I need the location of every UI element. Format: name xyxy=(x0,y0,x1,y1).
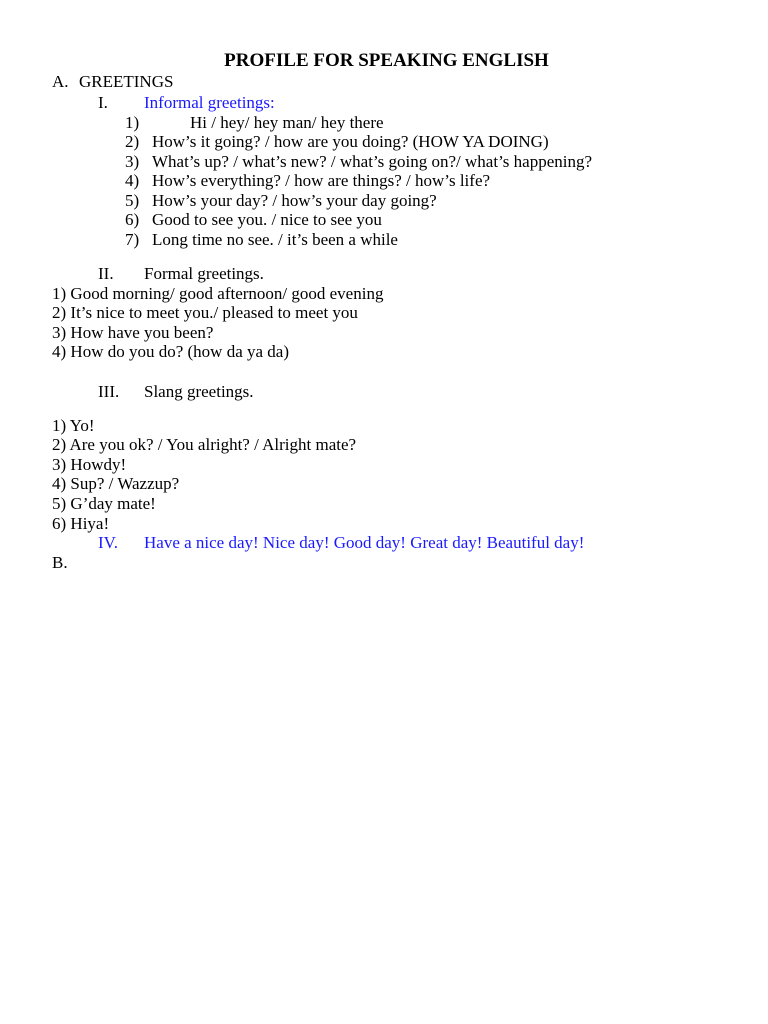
slang-item: 1) Yo! xyxy=(52,416,95,435)
section-a-marker: A. xyxy=(52,72,69,91)
slang-item: 2) Are you ok? / You alright? / Alright mate? xyxy=(52,435,357,454)
informal-marker: I. xyxy=(98,93,108,112)
informal-item-number: 5) xyxy=(125,191,140,210)
informal-item-number: 7) xyxy=(125,230,140,249)
informal-item-text: How’s everything? / how are things? / how’s life? xyxy=(152,171,491,190)
informal-item-number: 4) xyxy=(125,171,140,190)
formal-item: 3) How have you been? xyxy=(52,323,214,342)
slang-item: 6) Hiya! xyxy=(52,514,110,533)
formal-item: 2) It’s nice to meet you./ pleased to meet you xyxy=(52,303,358,322)
formal-item: 1) Good morning/ good afternoon/ good evening xyxy=(52,284,384,303)
slang-item: 5) G’day mate! xyxy=(52,494,156,513)
slang-marker: III. xyxy=(98,382,120,401)
slang-item: 4) Sup? / Wazzup? xyxy=(52,474,180,493)
informal-item-number: 3) xyxy=(125,152,140,171)
informal-heading: Informal greetings: xyxy=(144,93,275,112)
formal-heading: Formal greetings. xyxy=(144,264,264,283)
informal-item-number: 2) xyxy=(125,132,140,151)
slang-heading: Slang greetings. xyxy=(144,382,254,401)
section-b-marker: B. xyxy=(52,553,68,572)
informal-item-text: How’s your day? / how’s your day going? xyxy=(152,191,437,210)
formal-item: 4) How do you do? (how da ya da) xyxy=(52,342,289,361)
farewell-text: Have a nice day! Nice day! Good day! Great day! Beautiful day! xyxy=(144,533,585,552)
informal-item-text: Hi / hey/ hey man/ hey there xyxy=(190,113,384,132)
section-a-heading: GREETINGS xyxy=(79,72,174,91)
informal-item-text: What’s up? / what’s new? / what’s going on?/ what’s happening? xyxy=(152,152,593,171)
farewell-marker: IV. xyxy=(98,533,118,552)
document-title: PROFILE FOR SPEAKING ENGLISH xyxy=(224,50,549,71)
slang-item: 3) Howdy! xyxy=(52,455,127,474)
informal-item-number: 1) xyxy=(125,113,140,132)
informal-item-number: 6) xyxy=(125,210,140,229)
informal-item-text: How’s it going? / how are you doing? (HOW YA DOING) xyxy=(152,132,549,151)
informal-item-text: Good to see you. / nice to see you xyxy=(152,210,382,229)
informal-item-text: Long time no see. / it’s been a while xyxy=(152,230,398,249)
formal-marker: II. xyxy=(98,264,114,283)
